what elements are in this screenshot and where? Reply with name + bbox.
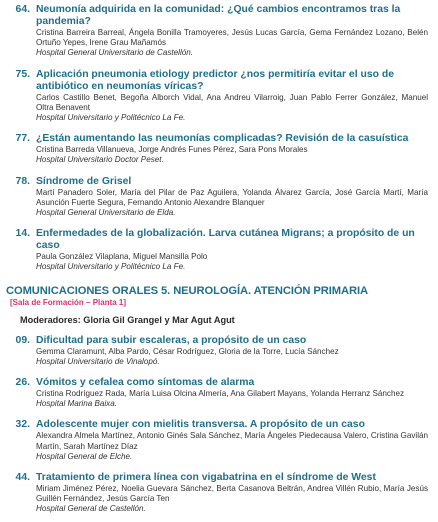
entry-title: Síndrome de Grisel <box>36 175 132 187</box>
entry-authors: Paula González Vilaplana, Miguel Mansilla Polo <box>36 252 208 262</box>
entry-14 <box>6 228 428 272</box>
entry-number: 77. <box>15 133 30 145</box>
entry-78 <box>6 176 428 219</box>
entry-title: Tratamiento de primera línea con vigabatrina en el síndrome de West <box>36 472 376 484</box>
entry-authors: Martí Panadero Soler, María del Pilar de Paz Aguilera, Yolanda Álvarez García, José García Martí, María Asunción Fuerte Segura, Fernando Antonio Alexandre Blanquer <box>36 187 428 207</box>
entry-hospital: Hospital Universitario de Vinalopó. <box>36 356 160 366</box>
entry-number: 44. <box>15 472 30 484</box>
entry-hospital: Hospital General Universitario de Castellón. <box>36 48 194 58</box>
entry-number: 26. <box>15 377 30 389</box>
entry-09 <box>6 335 428 367</box>
entry-77 <box>6 133 428 165</box>
entry-hospital: Hospital Marina Baixa. <box>36 399 117 409</box>
entry-title: Adolescente mujer con mielitis transversa. A propósito de un caso <box>36 419 365 431</box>
entry-title: ¿Están aumentando las neumonías complicadas? Revisión de la casuística <box>36 133 409 145</box>
entry-title: Neumonía adquirida en la comunidad: ¿Qué cambios encontramos tras la pandemia? <box>36 4 401 27</box>
entry-authors: Miriam Jiménez Pérez, Noelia Guevara Sánchez, Berta Casanova Beltrán, Andrea Villén Rubio, María Jesús Guillén Fernández, Jesús García Ten <box>36 484 428 504</box>
entry-hospital: Hospital General Universitario de Elda. <box>36 208 176 218</box>
entry-number: 09. <box>15 334 30 346</box>
section-room: [Sala de Formación – Planta 1] <box>10 297 127 307</box>
entry-hospital: Hospital Universitario y Politécnico La Fe. <box>36 262 186 272</box>
entry-title: Dificultad para subir escaleras, a propósito de un caso <box>36 334 307 346</box>
entry-authors: Alexandra Almela Martínez, Antonio Ginés Sala Sánchez, María Ángeles Piedecausa Valero, Cristina Gavilán Martín, Sarah Martínez Díaz <box>36 431 428 451</box>
entry-title: Enfermedades de la globalización. Larva cutánea Migrans; a propósito de un caso <box>36 228 415 252</box>
section-title: COMUNICACIONES ORALES 5. NEUROLOGÍA. ATENCIÓN PRIMARIA <box>6 284 368 297</box>
entry-32 <box>6 419 428 462</box>
entry-title: Vómitos y cefalea como síntomas de alarma <box>36 377 255 389</box>
entry-hospital: Hospital General de Castellón. <box>36 504 146 514</box>
entry-authors: Gemma Claramunt, Alba Pardo, César Rodríguez, Gloria de la Torre, Lucía Sánchez <box>36 346 339 356</box>
entry-authors: Cristina Rodríguez Rada, María Luisa Olcina Almería, Ana Gilabert Mayans, Yolanda Herranz Sánchez <box>36 389 405 399</box>
entry-number: 64. <box>15 4 30 15</box>
entry-26 <box>6 377 428 409</box>
entry-authors: Cristina Barreda Villanueva, Jorge Andrés Funes Pérez, Sara Pons Morales <box>36 145 308 155</box>
entry-44 <box>6 472 428 515</box>
entry-75 <box>6 69 428 124</box>
entry-hospital: Hospital Universitario Doctor Peset. <box>36 155 164 165</box>
entry-authors: Cristina Barreira Barreal, Ángela Bonilla Tramoyeres, Jesús Lucas García, Gema Fernández Lozano, Belén Ortuño Yepes, Irene Grau Mañamós <box>36 28 428 48</box>
entry-hospital: Hospital General de Elche. <box>36 451 133 461</box>
entry-number: 75. <box>15 68 30 80</box>
entry-title: Aplicación pneumonia etiology predictor ¿nos permitiría evitar el uso de antibiótico en neumonías víricas? <box>36 68 394 92</box>
section-moderators: Moderadores: Gloria Gil Grangel y Mar Agut Agut <box>20 314 235 325</box>
entry-64 <box>6 4 428 59</box>
entry-number: 78. <box>15 175 30 187</box>
entry-number: 32. <box>15 419 30 431</box>
entry-number: 14. <box>15 228 30 240</box>
entry-hospital: Hospital Universitario y Politécnico La Fe. <box>36 113 186 123</box>
entry-authors: Carlos Castillo Benet, Begoña Alborch Vidal, Ana Andreu Vilarroig, Juan Pablo Ferrer González, Manuel Oltra Benavent <box>36 92 428 112</box>
